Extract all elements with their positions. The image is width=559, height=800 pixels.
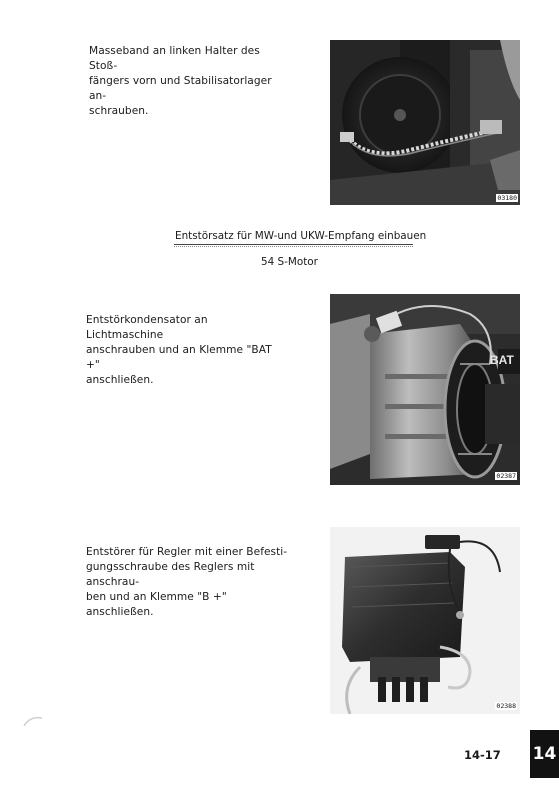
photo-number: 02387 [496, 472, 516, 480]
photo-number: 02388 [496, 702, 516, 710]
bat-marking: BAT [490, 353, 514, 367]
page-number: 14-17 [464, 748, 501, 762]
instruction-ground-strap: Masseband an linken Halter des Stoß- fängers vorn und Stabilisatorlager an- schrauben. [89, 45, 272, 117]
heading-underline-dotted [174, 246, 413, 247]
photo-number: 03180 [497, 194, 517, 202]
photo-regulator [330, 527, 520, 714]
photo-ground-strap [330, 40, 520, 205]
scan-artifact-icon [22, 714, 46, 728]
section-tab: 14 [530, 730, 559, 778]
instruction-alternator-capacitor: Entstörkondensator an Lichtmaschine anschrauben und an Klemme "BAT +" anschließen. [86, 314, 272, 386]
section-subheading: 54 S-Motor [261, 256, 318, 268]
instruction-regulator-suppressor: Entstörer für Regler mit einer Befesti- gungsschraube des Reglers mit anschrau- ben und an Klemme "B +" anschließen. [86, 546, 288, 618]
heading-underline [174, 244, 413, 245]
photo-alternator [330, 294, 520, 485]
section-heading: Entstörsatz für MW-und UKW-Empfang einbauen [175, 230, 427, 242]
